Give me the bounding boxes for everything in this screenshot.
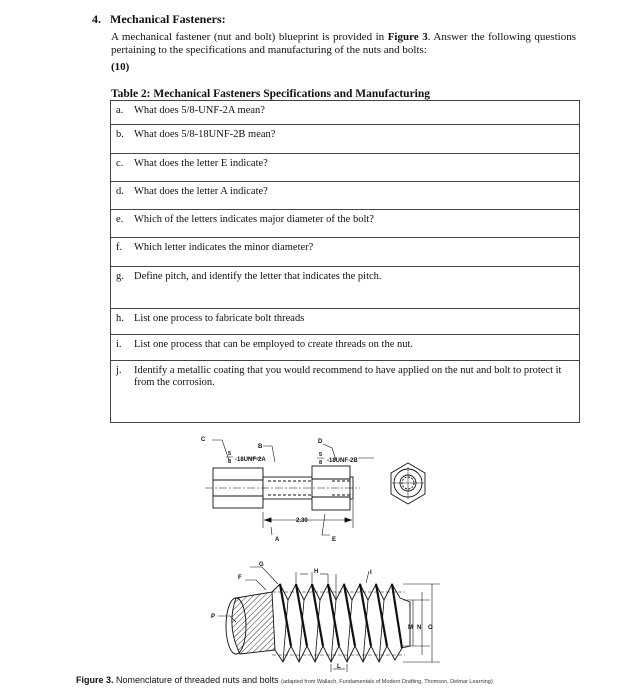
row-letter: f. bbox=[116, 242, 123, 253]
nut-end-view bbox=[391, 463, 425, 504]
label-e: E bbox=[332, 537, 337, 543]
label-c: C bbox=[201, 437, 206, 443]
row-question: List one process to fabricate bolt threads bbox=[134, 313, 305, 324]
dimension-2-30: 2.30 bbox=[296, 518, 308, 524]
label-g: G bbox=[259, 562, 264, 568]
intro-figure-ref: Figure 3 bbox=[387, 31, 428, 43]
label-p: P bbox=[211, 614, 216, 620]
row-letter: d. bbox=[116, 186, 124, 197]
row-question: What does the letter E indicate? bbox=[134, 158, 268, 169]
row-question: Identify a metallic coating that you would recommend to have applied on the nut and bolt to protect it from the corrosion. bbox=[134, 365, 562, 388]
row-question: What does 5/8-18UNF-2B mean? bbox=[134, 129, 276, 140]
row-letter: j. bbox=[116, 365, 122, 376]
row-question: Define pitch, and identify the letter that indicates the pitch. bbox=[134, 271, 382, 282]
thread-callout-bolt bbox=[226, 451, 266, 465]
row-question: What does 5/8-UNF-2A mean? bbox=[134, 105, 265, 116]
label-i: I bbox=[370, 570, 372, 576]
thread-detail-drawing bbox=[218, 567, 440, 672]
caption-label: Figure 3. bbox=[76, 675, 114, 685]
label-l: L bbox=[337, 664, 341, 670]
row-letter: e. bbox=[116, 214, 124, 225]
label-m: M bbox=[408, 625, 413, 631]
row-letter: a. bbox=[116, 105, 124, 116]
question-number: 4. bbox=[92, 12, 101, 26]
intro-text-1: A mechanical fastener (nut and bolt) blueprint is provided in bbox=[111, 31, 388, 43]
callout-frac-num: 5 bbox=[228, 451, 232, 457]
callout-frac-den: 8 bbox=[319, 460, 323, 466]
row-letter: c. bbox=[116, 158, 124, 169]
callout-nut-spec: -18UNF-2B bbox=[327, 458, 358, 464]
row-letter: h. bbox=[116, 313, 124, 324]
figure-caption bbox=[76, 675, 493, 685]
caption-source: (adapted from Wallach, Fundamentals of Modern Drafting, Thomson, Delmar Learning) bbox=[281, 679, 493, 685]
intro-text-2: . Answer the following questions pertaining to the specifications and manufacturing of the nuts and bolts: bbox=[111, 31, 576, 56]
label-o: O bbox=[428, 625, 433, 631]
callout-frac-num: 5 bbox=[319, 452, 323, 458]
row-question: Which of the letters indicates major diameter of the bolt? bbox=[134, 214, 374, 225]
label-a: A bbox=[275, 537, 280, 543]
row-question: Which letter indicates the minor diameter? bbox=[134, 242, 314, 253]
row-letter: g. bbox=[116, 271, 124, 282]
caption-text: Nomenclature of threaded nuts and bolts bbox=[113, 675, 282, 685]
callout-bolt-spec: -18UNF-2A bbox=[235, 457, 266, 463]
label-n: N bbox=[417, 625, 422, 631]
question-marks: (10) bbox=[111, 61, 130, 73]
row-letter: b. bbox=[116, 129, 124, 140]
thread-callout-nut bbox=[317, 452, 358, 466]
row-letter: i. bbox=[116, 339, 122, 350]
label-f: F bbox=[238, 575, 242, 581]
row-question: List one process that can be employed to create threads on the nut. bbox=[134, 339, 414, 350]
row-question: What does the letter A indicate? bbox=[134, 186, 268, 197]
question-title: Mechanical Fasteners: bbox=[110, 12, 226, 26]
table-title-text: Table 2: Mechanical Fasteners Specifications and Manufacturing bbox=[111, 88, 431, 100]
label-d: D bbox=[318, 439, 323, 445]
label-h: H bbox=[314, 569, 319, 575]
callout-frac-den: 8 bbox=[228, 459, 232, 465]
label-b: B bbox=[258, 444, 263, 450]
